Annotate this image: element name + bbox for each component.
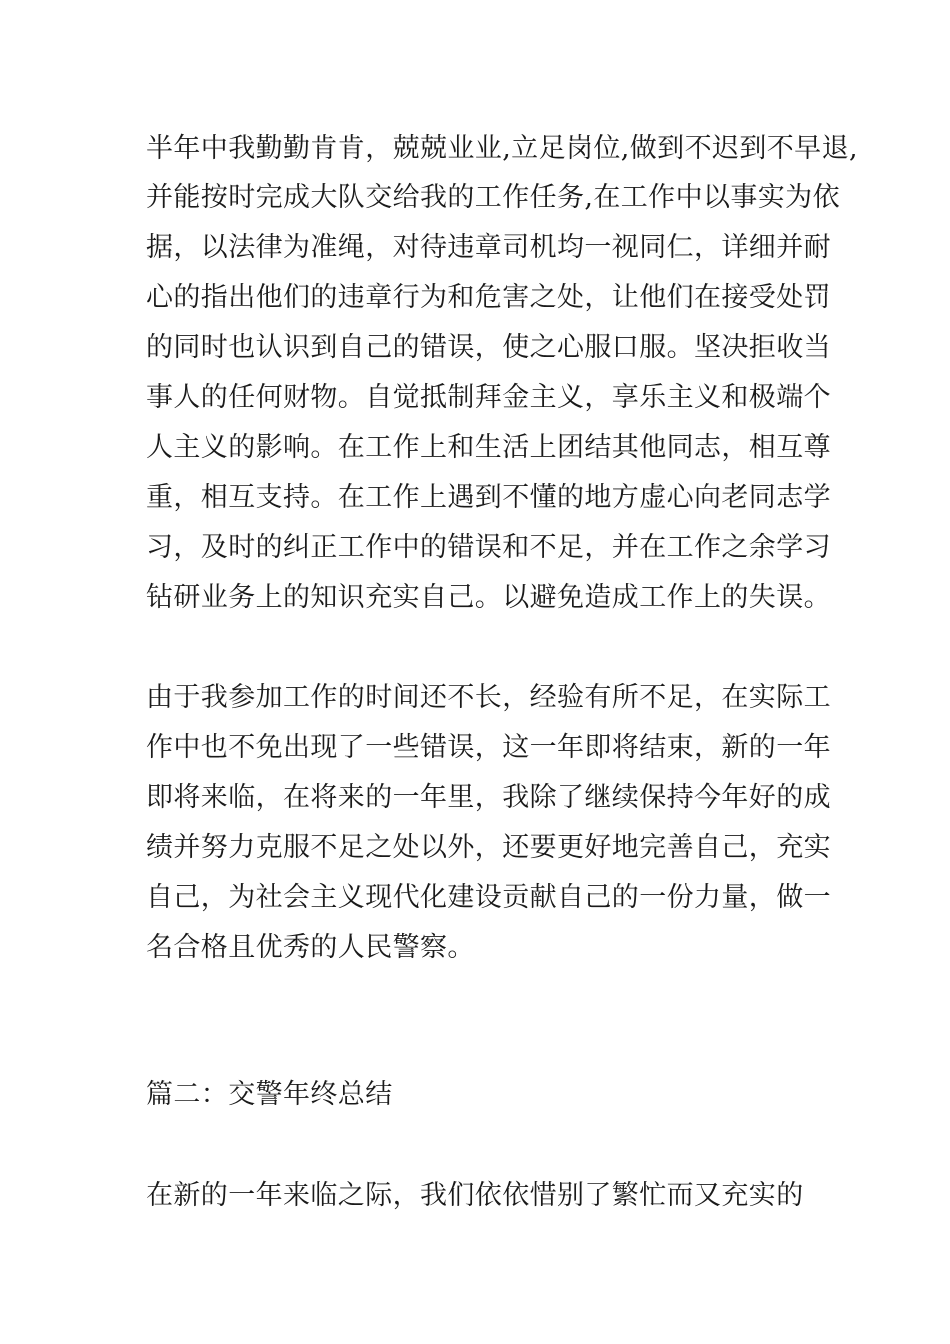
text-line: 习，及时的纠正工作中的错误和不足，并在工作之余学习 [146,532,831,563]
text-line: 由于我参加工作的时间还不长，经验有所不足，在实际工 [146,682,831,713]
text-line: 据，以法律为准绳，对待违章司机均一视同仁，详细并耐 [146,232,831,263]
text-line: 并能按时完成大队交给我的工作任务,在工作中以事实为依 [146,182,840,213]
text-line: 半年中我勤勤肯肯，兢兢业业,立足岗位,做到不迟到不早退, [146,133,858,164]
text-line: 自己，为社会主义现代化建设贡献自己的一份力量，做一 [146,882,831,913]
text-line: 事人的任何财物。自觉抵制拜金主义，享乐主义和极端个 [146,382,831,413]
text-line: 作中也不免出现了一些错误，这一年即将结束，新的一年 [146,732,831,763]
text-line: 的同时也认识到自己的错误，使之心服口服。坚决拒收当 [146,332,831,363]
text-line: 即将来临，在将来的一年里，我除了继续保持今年好的成 [146,782,831,813]
text-line: 在新的一年来临之际，我们依依惜别了繁忙而又充实的 [146,1180,804,1211]
text-line: 心的指出他们的违章行为和危害之处，让他们在接受处罚 [146,282,831,313]
text-line: 重，相互支持。在工作上遇到不懂的地方虚心向老同志学 [146,482,831,513]
text-line: 名合格且优秀的人民警察。 [146,932,475,963]
section-heading: 篇二：交警年终总结 [146,1079,393,1110]
text-line: 钻研业务上的知识充实自己。以避免造成工作上的失误。 [146,582,831,613]
text-line: 人主义的影响。在工作上和生活上团结其他同志，相互尊 [146,432,831,463]
text-line: 绩并努力克服不足之处以外，还要更好地完善自己，充实 [146,832,831,863]
